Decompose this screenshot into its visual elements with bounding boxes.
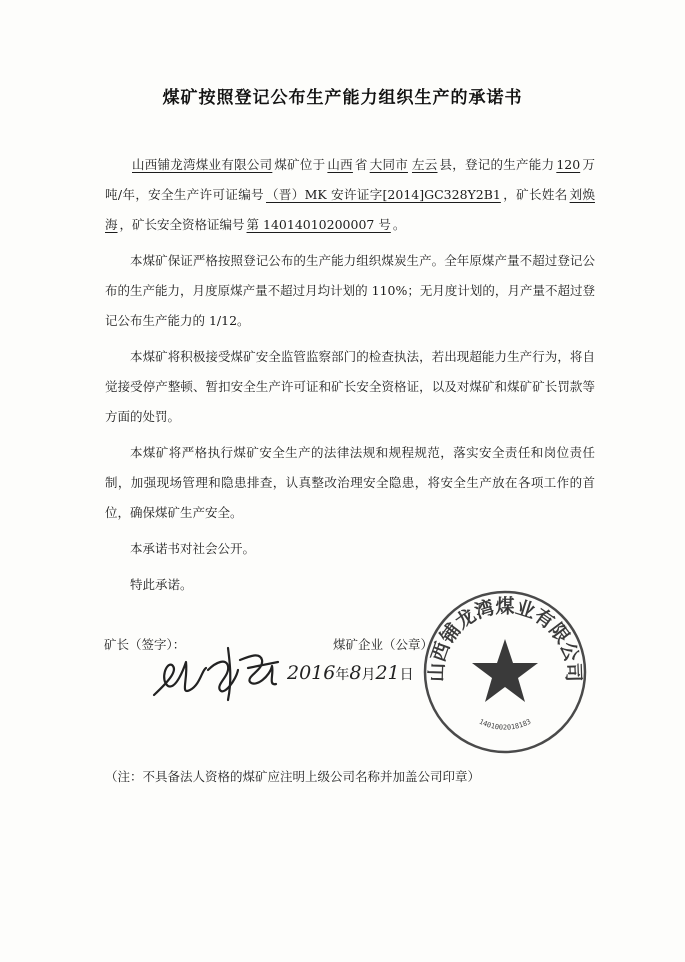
paragraph-safety: 本煤矿将严格执行煤矿安全生产的法律法规和规程规范，落实安全责任和岗位责任制，加强现场管理和隐患排查，认真整改治理安全隐患，将安全生产放在各项工作的首位，确保煤矿生产安全。 [105,445,595,520]
company-seal [420,587,590,757]
date-day: 21 [375,662,400,684]
date-month-char: 月 [361,667,376,683]
document-title: 煤矿按照登记公布生产能力组织生产的承诺书 [162,88,523,108]
seal-star-icon [472,639,538,702]
license-number: （晋）MK 安许证字[2014]GC328Y2B1 [266,187,501,202]
city: 大同市 [369,157,408,172]
paragraph-capacity-commitment: 本煤矿保证严格按照登记公布的生产能力组织煤炭生产。全年原煤产量不超过登记公布的生产能力，月度原煤产量不超过月均计划的 110%；无月度计划的，月产量不超过登记公布生产能力的 1/12。 [105,253,595,328]
county: 左云 [411,157,438,172]
svg-text:1401002018183 [478,718,533,732]
date-month: 8 [349,662,362,684]
province: 山西 [327,157,353,172]
company-name: 山西铺龙湾煤业有限公司 [132,157,273,172]
capacity: 120 [556,157,581,172]
seal-code: 1401002018183 [477,717,533,732]
manager-signature-label: 矿长（签字）： [104,637,186,652]
signature-date [287,662,414,684]
date-day-char: 日 [399,667,414,683]
manager-name: 刘焕海 [105,187,595,232]
company-seal-label: 煤矿企业（公章） [333,637,434,652]
paragraph-basic-info: 山西铺龙湾煤业有限公司 煤矿位于 山西 省 大同市 左云 县，登记的生产能力 120 万吨/年，安全生产许可证编号 （晋）MK 安许证字[2014]GC328Y2B1 ，矿长姓名 刘焕海 ，矿长安全资格证编号 第 14014010200007 号 。 [105,157,595,232]
paragraph-public: 本承诺书对社会公开。 [130,541,256,556]
date-year-char: 年 [335,667,350,683]
paragraph-inspection: 本煤矿将积极接受煤矿安全监管监察部门的检查执法，若出现超能力生产行为，将自觉接受停产整顿、暂扣安全生产许可证和矿长安全资格证，以及对煤矿和煤矿矿长罚款等方面的处罚。 [105,349,595,424]
footnote: （注：不具备法人资格的煤矿应注明上级公司名称并加盖公司印章） [105,769,481,784]
seal-text: 山西铺龙湾煤业有限公司 [425,595,585,683]
document-body [105,150,595,600]
date-year: 2016 [287,662,336,684]
certificate-number: 第 14014010200007 号 [246,217,391,232]
paragraph-closing: 特此承诺。 [130,577,193,592]
